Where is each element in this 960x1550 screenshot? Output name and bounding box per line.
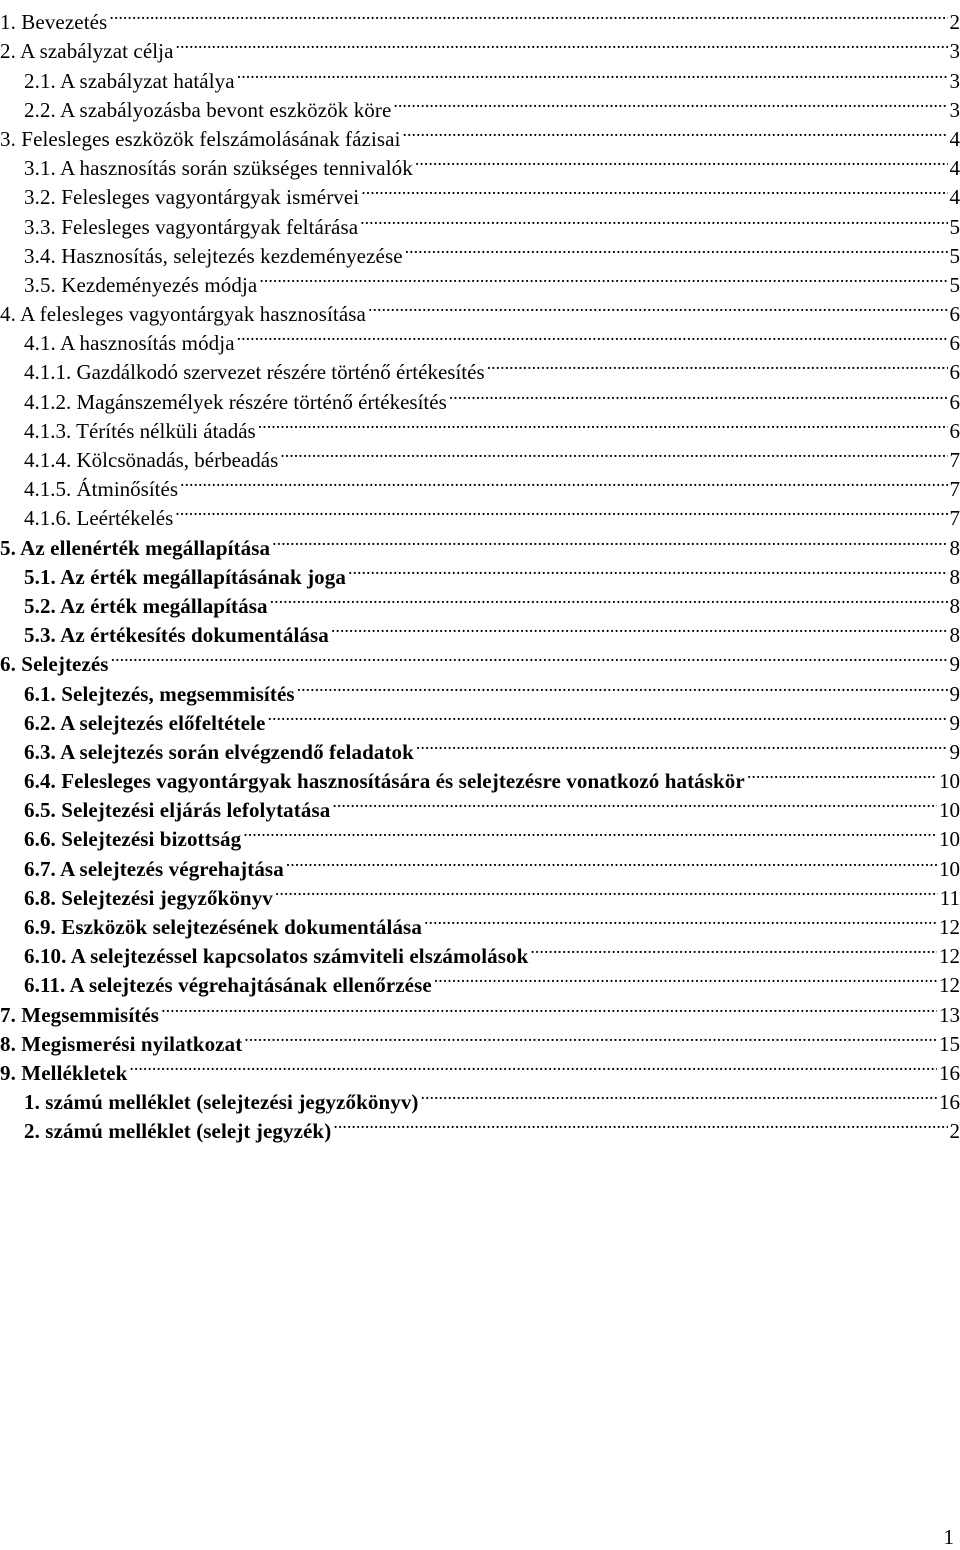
toc-entry-title: 6. Selejtezés [0,652,109,677]
dot-leader [368,292,948,321]
toc-entry-page: 4 [949,126,960,151]
toc-entry-page: 12 [939,973,960,998]
toc-entry-page: 10 [939,827,960,852]
toc-entry-page: 7 [949,506,960,531]
toc-entry-title: 3.4. Hasznosítás, selejtezés kezdeményezése [24,243,403,268]
dot-leader [175,496,947,525]
dot-leader [331,613,948,642]
toc-entry-page: 10 [939,856,960,881]
toc-entry-title: 6.1. Selejtezés, megsemmisítés [24,681,295,706]
dot-leader [421,1080,937,1109]
toc-entry-page: 2 [949,10,960,35]
dot-leader [348,555,948,584]
dot-leader [449,379,948,408]
toc-entry-title: 3.2. Felesleges vagyontárgyak ismérvei [24,185,360,210]
dot-leader [393,88,947,117]
dot-leader [487,350,948,379]
toc-entry-title: 2.1. A szabályzat hatálya [24,68,235,93]
toc-entry-title: 6.9. Eszközök selejtezésének dokumentálása [24,915,422,939]
toc-entry-title: 5. Az ellenérték megállapítása [0,535,271,560]
dot-leader [403,117,948,146]
dot-leader [267,701,947,730]
dot-leader [244,1022,937,1051]
toc-entry-title: 2. A szabályzat célja [0,39,174,64]
toc-entry-title: 6.5. Selejtezési eljárás lefolytatása [24,798,331,823]
dot-leader [424,905,937,934]
dot-leader [129,1051,937,1080]
dot-leader [286,846,937,875]
toc-entry-page: 10 [939,769,960,794]
toc-entry-page: 3 [949,97,960,122]
toc-entry[interactable] [0,0,960,35]
toc-entry-title: 4.1.6. Leértékelés [24,506,174,531]
toc-entry-title: 6.8. Selejtezési jegyzőkönyv [24,885,273,910]
toc-entry-title: 4.1.2. Magánszemélyek részére történő értékesítés [24,389,447,414]
toc-entry-title: 3.3. Felesleges vagyontárgyak feltárása [24,214,359,239]
toc-entry-title: 6.11. A selejtezés végrehajtásának ellenőrzése [24,973,432,998]
dot-leader [272,525,947,554]
toc-entry-title: 1. Bevezetés [0,10,108,35]
toc-entry-page: 8 [949,535,960,560]
toc-entry-page: 12 [939,944,960,969]
toc-entry-page: 3 [949,68,960,93]
toc-entry[interactable] [0,642,960,677]
toc-entry-page: 16 [939,1090,960,1115]
toc-entry-page: 16 [939,1060,960,1085]
toc-entry-page: 3 [949,39,960,64]
toc-entry-page: 7 [949,477,960,502]
toc-entry-page: 2 [949,1119,960,1144]
dot-leader [161,992,937,1021]
dot-leader [297,671,948,700]
toc-entry-title: 6.10. A selejtezéssel kapcsolatos számviteli elszámolások [24,944,529,969]
toc-entry-title: 4.1.5. Átminősítés [24,477,179,502]
toc-entry-page: 5 [949,214,960,239]
dot-leader [360,204,947,233]
toc-entry-title: 7. Megsemmisítés [0,1002,160,1027]
dot-leader [361,175,947,204]
dot-leader [176,29,948,58]
dot-leader [332,788,937,817]
toc-entry-page: 12 [939,915,960,939]
toc-entry-page: 10 [939,798,960,823]
toc-entry-page: 6 [949,418,960,443]
toc-entry-title: 3. Felesleges eszközök felszámolásának fázisai [0,126,401,151]
dot-leader [109,0,947,29]
toc-entry-page: 9 [949,710,960,735]
toc-entry[interactable] [0,1051,960,1085]
toc-entry-title: 5.2. Az érték megállapítása [24,593,268,618]
toc-entry-page: 8 [949,593,960,618]
toc-entry-page: 6 [949,331,960,356]
dot-leader [416,730,948,759]
toc-entry-page: 4 [949,156,960,181]
toc-entry-title: 9. Mellékletek [0,1060,128,1085]
toc-entry-title: 6.4. Felesleges vagyontárgyak hasznosítására és selejtezésre vonatkozó hatáskör [24,769,745,794]
toc-entry-title: 6.3. A selejtezés során elvégzendő feladatok [24,739,414,764]
toc-entry-title: 4.1.3. Térítés nélküli átadás [24,418,256,443]
toc-entry-page: 4 [949,185,960,210]
toc-entry-page: 13 [939,1002,960,1027]
dot-leader [434,963,937,992]
toc-entry-page: 8 [949,564,960,589]
toc-entry-title: 4.1.1. Gazdálkodó szervezet részére történő értékesítés [24,360,485,385]
toc-entry[interactable] [0,29,960,64]
toc-entry-title: 4.1.4. Kölcsönadás, bérbeadás [24,448,279,472]
toc-entry-title: 5.1. Az érték megállapításának joga [24,564,346,589]
toc-entry-title: 3.1. A hasznosítás során szükséges tennivalók [24,156,413,181]
toc-entry-title: 1. számú melléklet (selejtezési jegyzőkönyv) [24,1090,419,1115]
toc-entry-title: 5.3. Az értékesítés dokumentálása [24,623,329,648]
toc-entry-page: 15 [939,1031,960,1056]
toc-entry-page: 9 [949,652,960,677]
toc-entry-title: 6.2. A selejtezés előfeltétele [24,710,266,735]
toc-entry-page: 5 [949,272,960,297]
toc-entry-page: 6 [949,302,960,327]
toc-entry-title: 6.6. Selejtezési bizottság [24,827,242,852]
dot-leader [270,584,948,613]
dot-leader [280,438,947,467]
toc-entry[interactable] [0,1080,960,1115]
toc-entry-title: 2.2. A szabályozásba bevont eszközök köre [24,97,392,122]
toc-entry-page: 11 [939,885,960,910]
dot-leader [405,234,948,263]
dot-leader [530,934,937,963]
dot-leader [243,817,937,846]
toc-entry-title: 2. számú melléklet (selejt jegyzék) [24,1119,332,1144]
dot-leader [259,263,947,292]
toc-entry-page: 8 [949,623,960,648]
dot-leader [275,876,938,905]
toc-entry-title: 8. Megismerési nyilatkozat [0,1031,243,1056]
toc-entry[interactable] [0,671,960,706]
toc-entry-title: 3.5. Kezdeményezés módja [24,272,258,297]
toc-entry-title: 6.7. A selejtezés végrehajtása [24,856,284,881]
dot-leader [180,467,947,496]
toc-entry-page: 7 [949,448,960,472]
toc-entry-title: 4. A felesleges vagyontárgyak hasznosítása [0,302,366,327]
page-number: 1 [943,1525,954,1549]
toc-entry-page: 6 [949,389,960,414]
toc-entry-page: 9 [949,681,960,706]
toc-entry-title: 4.1. A hasznosítás módja [24,331,235,356]
toc-entry-page: 6 [949,360,960,385]
dot-leader [415,146,948,175]
dot-leader [237,321,948,350]
dot-leader [237,58,948,87]
toc-entry-page: 5 [949,243,960,268]
toc-entry-page: 9 [949,739,960,764]
dot-leader [111,642,948,671]
dot-leader [747,759,937,788]
dot-leader [333,1109,947,1138]
dot-leader [258,409,948,438]
